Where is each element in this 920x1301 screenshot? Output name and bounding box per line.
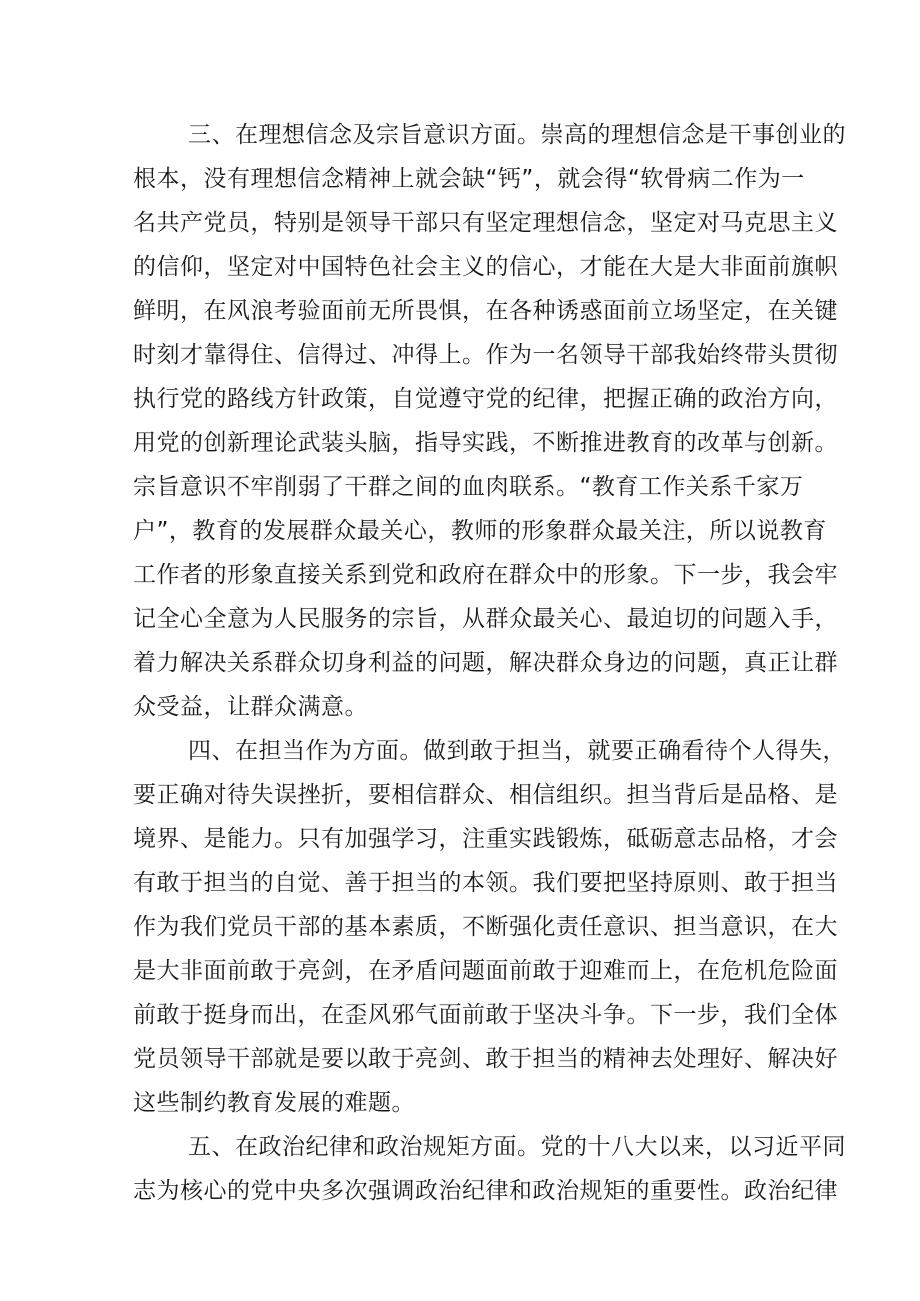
text-line: 前敢于挺身而出，在歪风邪气面前敢于坚决斗争。下一步，我们全体	[133, 1002, 838, 1028]
text-line: 是大非面前敢于亮剑，在矛盾问题面前敢于迎难而上，在危机危险面	[133, 958, 838, 984]
text-line: 着力解决关系群众切身利益的问题，解决群众身边的问题，真正让群	[133, 650, 838, 676]
text-line: 要正确对待失误挫折，要相信群众、相信组织。担当背后是品格、是	[133, 782, 838, 808]
text-line: 工作者的形象直接关系到党和政府在群众中的形象。下一步，我会牢	[133, 562, 838, 588]
text-line: 用党的创新理论武装头脑，指导实践，不断推进教育的改革与创新。	[133, 430, 838, 456]
text-line: 作为我们党员干部的基本素质，不断强化责任意识、担当意识，在大	[133, 914, 838, 940]
text-line: 志为核心的党中央多次强调政治纪律和政治规矩的重要性。政治纪律	[133, 1178, 838, 1204]
text-line: 名共产党员，特别是领导干部只有坚定理想信念，坚定对马克思主义	[133, 210, 838, 236]
text-line: 众受益，让群众满意。	[133, 694, 368, 720]
text-line: 三、在理想信念及宗旨意识方面。崇高的理想信念是干事创业的	[188, 122, 846, 148]
text-line: 根本，没有理想信念精神上就会缺“钙”，就会得“软骨病二作为一	[133, 166, 805, 192]
text-line: 境界、是能力。只有加强学习，注重实践锻炼，砥砺意志品格，才会	[133, 826, 838, 852]
text-line: 执行党的路线方针政策，自觉遵守党的纪律，把握正确的政治方向，	[133, 386, 838, 412]
text-line: 有敢于担当的自觉、善于担当的本领。我们要把坚持原则、敢于担当	[133, 870, 838, 896]
text-line: 五、在政治纪律和政治规矩方面。党的十八大以来，以习近平同	[188, 1134, 846, 1160]
text-line: 宗旨意识不牢削弱了干群之间的血肉联系。“教育工作关系千家万	[133, 474, 804, 500]
text-line: 时刻才靠得住、信得过、冲得上。作为一名领导干部我始终带头贯彻	[133, 342, 838, 368]
text-line: 户”，教育的发展群众最关心，教师的形象群众最关注，所以说教育	[133, 518, 827, 544]
text-line: 党员领导干部就是要以敢于亮剑、敢于担当的精神去处理好、解决好	[133, 1046, 838, 1072]
text-line: 记全心全意为人民服务的宗旨，从群众最关心、最迫切的问题入手，	[133, 606, 838, 632]
text-line: 四、在担当作为方面。做到敢于担当，就要正确看待个人得失，	[188, 738, 846, 764]
text-line: 这些制约教育发展的难题。	[133, 1090, 415, 1116]
text-line: 的信仰，坚定对中国特色社会主义的信心，才能在大是大非面前旗帜	[133, 254, 838, 280]
text-line: 鲜明，在风浪考验面前无所畏惧，在各种诱惑面前立场坚定，在关键	[133, 298, 838, 324]
